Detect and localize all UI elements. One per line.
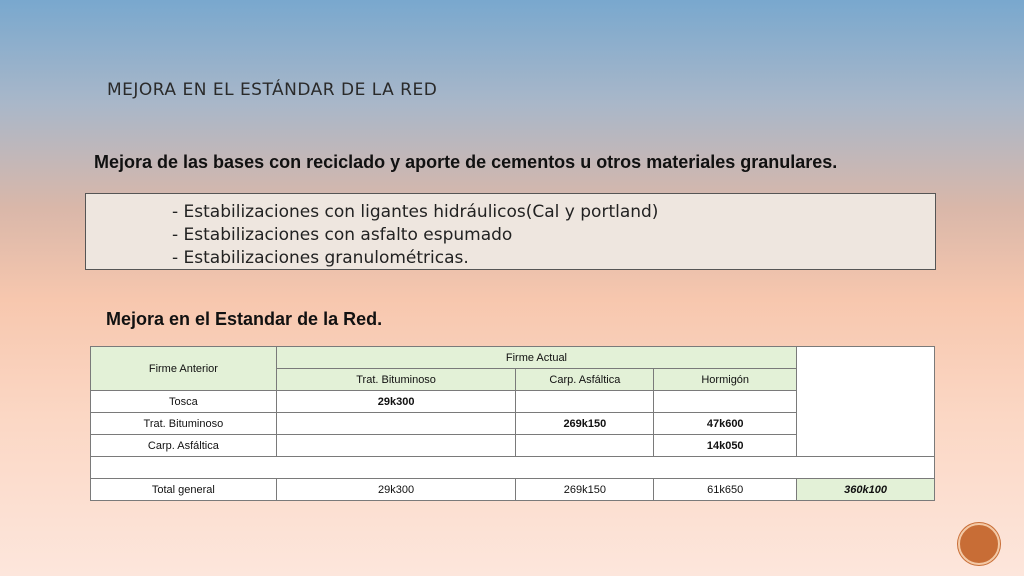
table-spacer-row bbox=[91, 457, 935, 479]
table-cell: 47k600 bbox=[654, 413, 797, 435]
bullet-list bbox=[86, 194, 935, 270]
bullet-item: - Estabilizaciones con asfalto espumado bbox=[172, 225, 513, 245]
row-label: Carp. Asfáltica bbox=[91, 435, 277, 457]
table-cell bbox=[276, 413, 516, 435]
header-firme-anterior: Firme Anterior bbox=[91, 347, 277, 391]
slide-title: MEJORA EN EL ESTÁNDAR DE LA RED bbox=[107, 80, 438, 100]
empty-right-block bbox=[797, 347, 935, 457]
row-label: Trat. Bituminoso bbox=[91, 413, 277, 435]
header-firme-actual: Firme Actual bbox=[276, 347, 796, 369]
bullet-item: - Estabilizaciones con ligantes hidráulicos(Cal y portland) bbox=[172, 202, 659, 222]
table-cell bbox=[276, 435, 516, 457]
table-cell: 269k150 bbox=[516, 413, 654, 435]
table-cell bbox=[516, 435, 654, 457]
pivot-table bbox=[90, 346, 935, 501]
bullet-item: - Estabilizaciones granulométricas. bbox=[172, 248, 469, 268]
total-cell: 29k300 bbox=[276, 479, 516, 501]
bullet-box bbox=[85, 193, 936, 270]
total-label: Total general bbox=[91, 479, 277, 501]
subheader-cell: Trat. Bituminoso bbox=[276, 369, 516, 391]
total-cell: 269k150 bbox=[516, 479, 654, 501]
table-cell bbox=[516, 391, 654, 413]
table-header-row bbox=[91, 347, 935, 369]
table-cell bbox=[654, 391, 797, 413]
grand-total-cell: 360k100 bbox=[797, 479, 935, 501]
table-total-row bbox=[91, 479, 935, 501]
table-cell: 14k050 bbox=[654, 435, 797, 457]
slide-subtitle: Mejora de las bases con reciclado y aporte de cementos u otros materiales granulares. bbox=[94, 152, 838, 172]
section-title: Mejora en el Estandar de la Red. bbox=[106, 309, 383, 329]
row-label: Tosca bbox=[91, 391, 277, 413]
total-cell: 61k650 bbox=[654, 479, 797, 501]
subheader-cell: Hormigón bbox=[654, 369, 797, 391]
table-cell: 29k300 bbox=[276, 391, 516, 413]
subheader-cell: Carp. Asfáltica bbox=[516, 369, 654, 391]
spacer-cell bbox=[91, 457, 935, 479]
slide-number-badge-icon bbox=[958, 523, 1000, 565]
